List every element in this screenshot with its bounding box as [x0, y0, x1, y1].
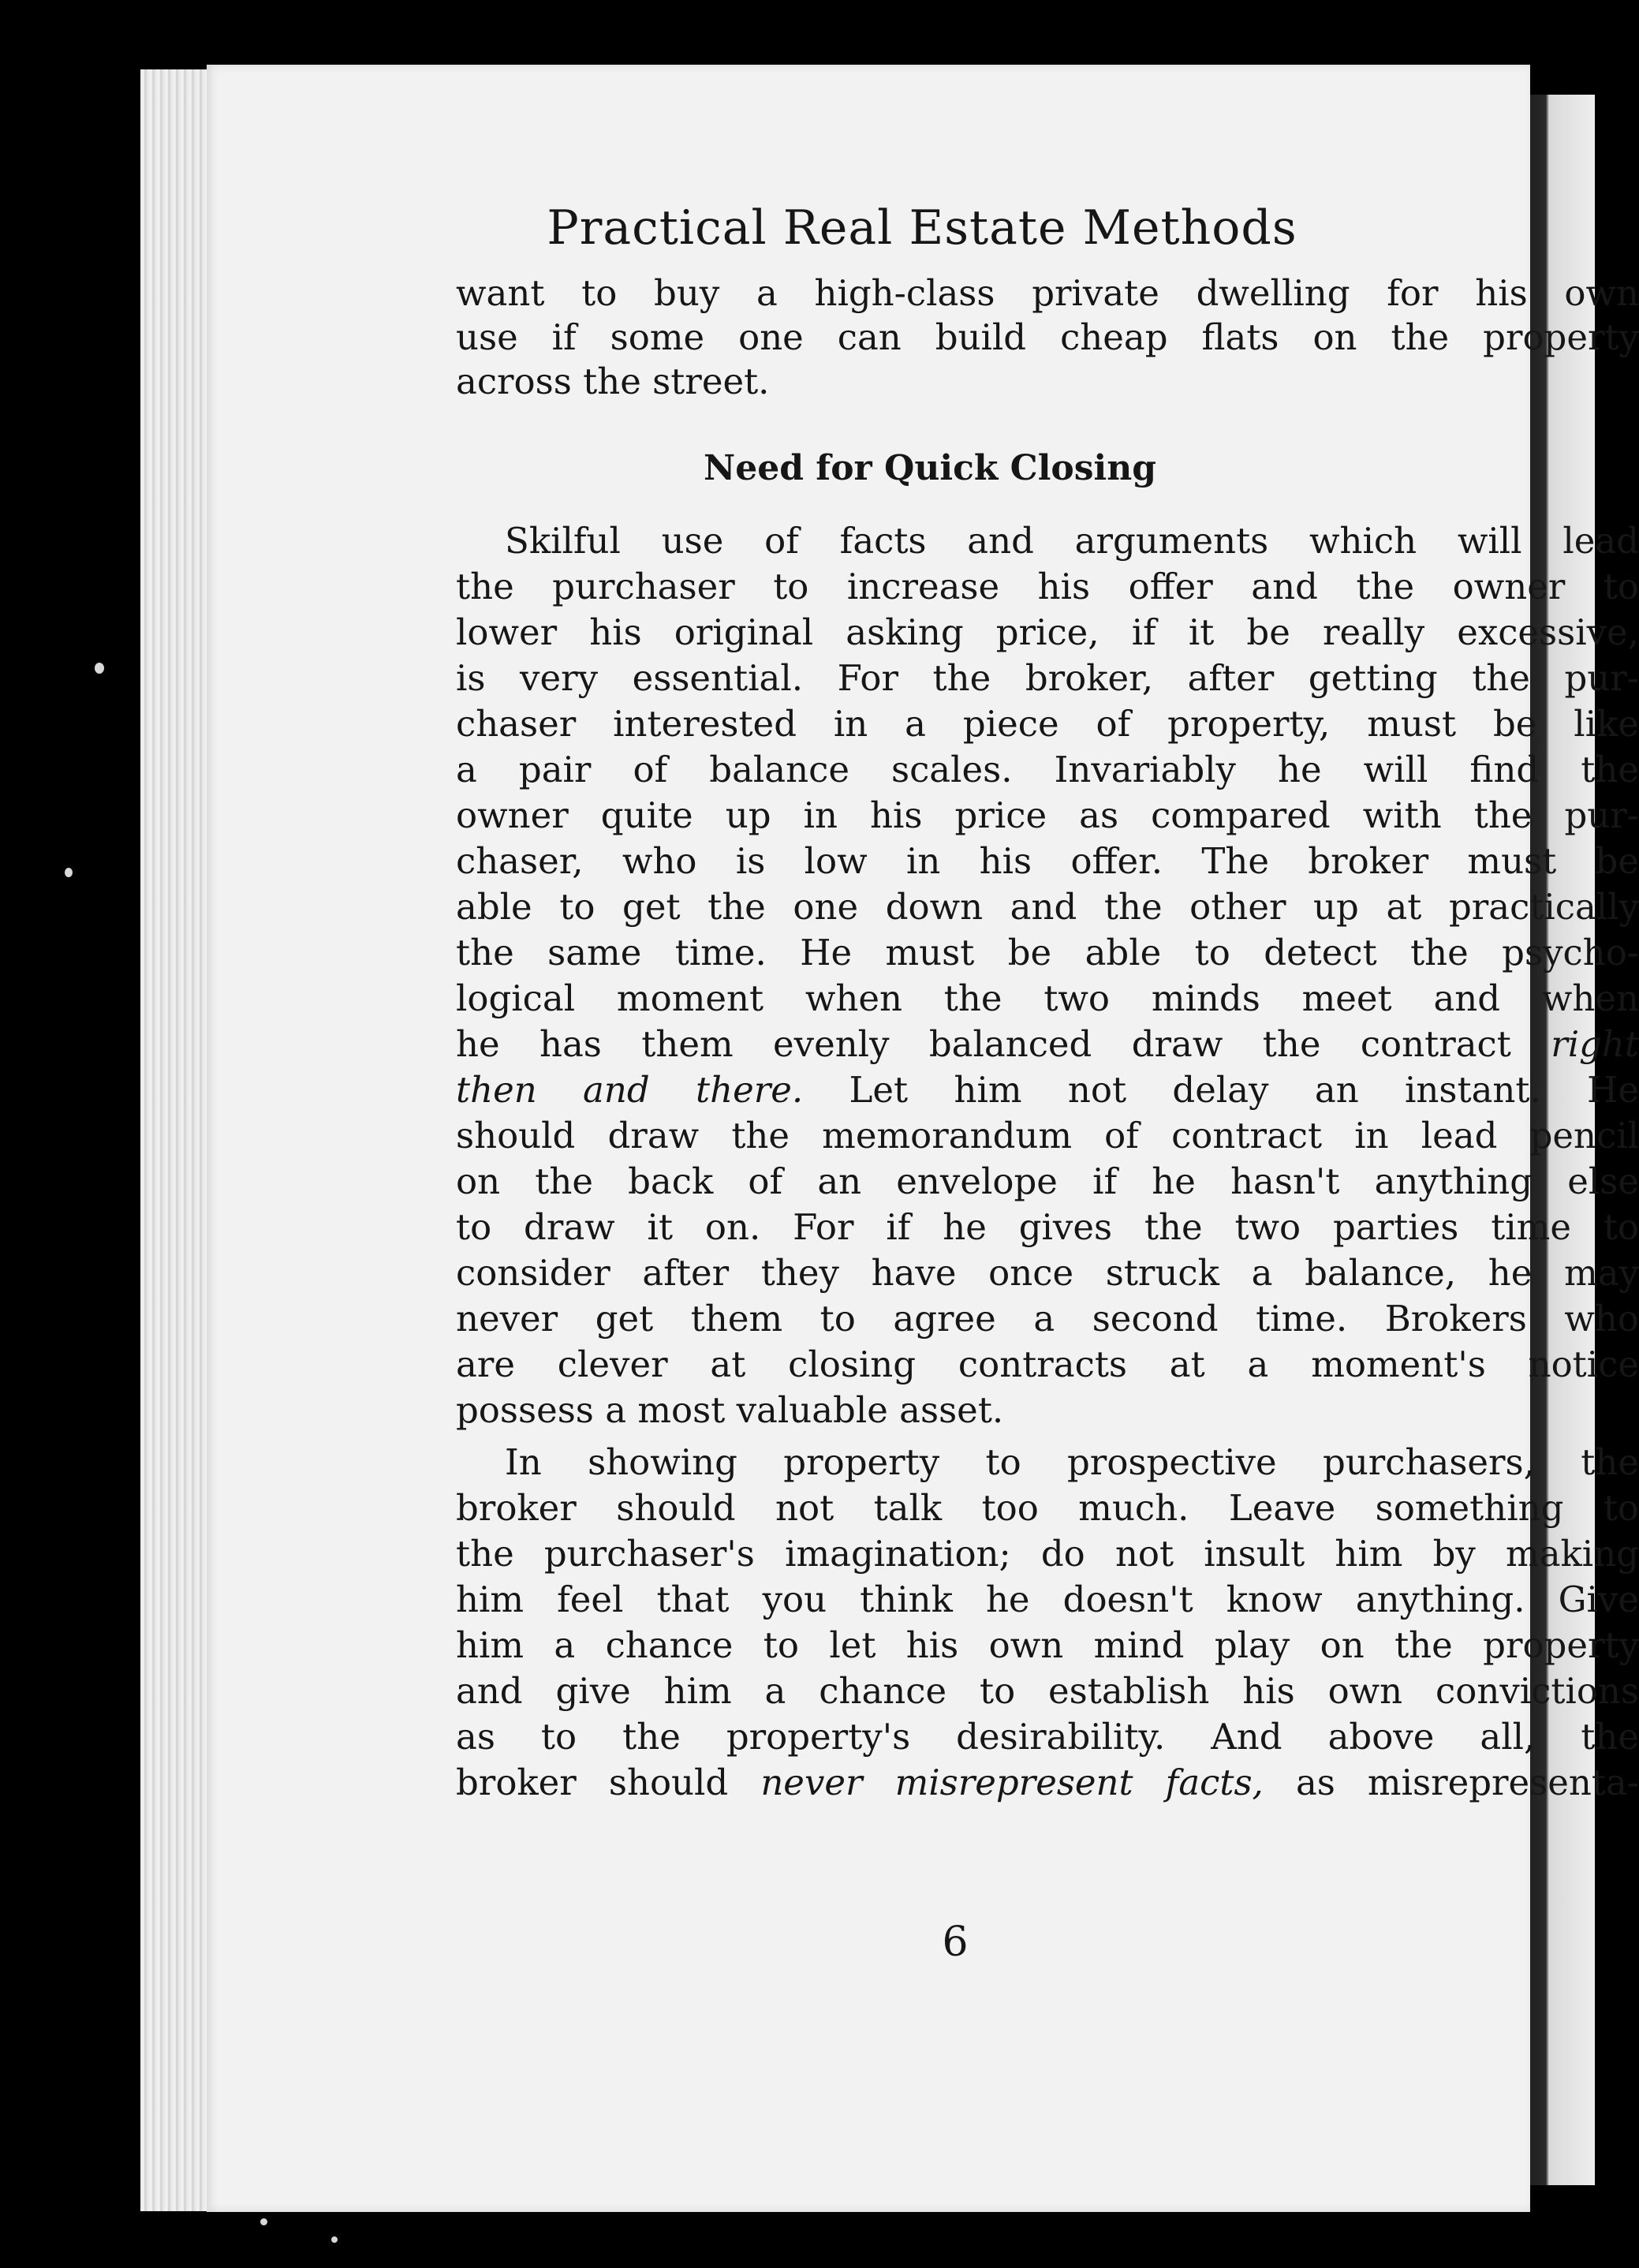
emphasis-text: never misrepresent facts,	[760, 1762, 1264, 1803]
text-line-with-emphasis	[456, 1068, 1639, 1112]
running-head: Practical Real Estate Methods	[547, 200, 1297, 256]
text-segment: broker should	[456, 1762, 729, 1803]
text-line: broker should not talk too much. Leave something to	[456, 1487, 1639, 1529]
text-line: Skilful use of facts and arguments which will lead	[505, 520, 1639, 562]
text-line: want to buy a high-class private dwelling for his own	[456, 272, 1639, 314]
page-number: 6	[942, 1919, 969, 1966]
text-line: are clever at closing contracts at a moment's notice	[456, 1343, 1639, 1385]
text-line: him feel that you think he doesn't know anything. Give	[456, 1579, 1639, 1620]
text-line: as to the property's desirability. And above all, the	[456, 1716, 1639, 1758]
text-line-with-emphasis	[456, 1761, 1639, 1805]
text-line: across the street.	[456, 361, 770, 402]
text-line: possess a most valuable asset.	[456, 1389, 1004, 1431]
text-line: and give him a chance to establish his own convictions	[456, 1670, 1639, 1712]
text-line: never get them to agree a second time. Brokers who	[456, 1298, 1639, 1340]
text-line: chaser interested in a piece of property, must be like	[456, 703, 1639, 745]
text-line: In showing property to prospective purchasers, the	[505, 1441, 1639, 1483]
text-line: able to get the one down and the other up at practically	[456, 886, 1639, 928]
text-line: should draw the memorandum of contract in lead pencil	[456, 1115, 1639, 1156]
text-line: him a chance to let his own mind play on the property	[456, 1624, 1639, 1666]
scan-speck	[95, 663, 104, 674]
text-line: chaser, who is low in his offer. The broker must be	[456, 840, 1639, 882]
text-line: on the back of an envelope if he hasn't anything else	[456, 1160, 1639, 1202]
section-heading: Need for Quick Closing	[703, 448, 1157, 488]
text-line: the purchaser's imagination; do not insult him by making	[456, 1533, 1639, 1575]
text-line-with-emphasis	[456, 1022, 1639, 1067]
text-line: lower his original asking price, if it be really excessive,	[456, 611, 1639, 653]
text-line: consider after they have once struck a balance, he may	[456, 1252, 1639, 1294]
text-line: use if some one can build cheap flats on the property	[456, 316, 1639, 358]
emphasis-text: then and there.	[456, 1069, 804, 1111]
text-line: a pair of balance scales. Invariably he will find the	[456, 749, 1639, 790]
text-line: is very essential. For the broker, after getting the pur-	[456, 657, 1639, 699]
page	[207, 65, 1639, 2212]
text-line: owner quite up in his price as compared with the pur-	[456, 794, 1639, 836]
scan-speck	[331, 2236, 338, 2243]
text-segment: he has them evenly balanced draw the contract	[456, 1023, 1511, 1065]
emphasis-text: right	[1551, 1023, 1639, 1065]
text-line: to draw it on. For if he gives the two parties time to	[456, 1206, 1639, 1248]
text-line: the purchaser to increase his offer and the owner to	[456, 566, 1639, 607]
scan-speck	[65, 868, 73, 877]
text-segment: as misrepresenta-	[1295, 1762, 1639, 1803]
scan-speck	[260, 2218, 267, 2225]
text-line: logical moment when the two minds meet and when	[456, 977, 1639, 1019]
page-edges	[140, 69, 211, 2211]
text-line: the same time. He must be able to detect the psycho-	[456, 932, 1639, 973]
text-segment: Let him not delay an instant. He	[849, 1069, 1639, 1111]
